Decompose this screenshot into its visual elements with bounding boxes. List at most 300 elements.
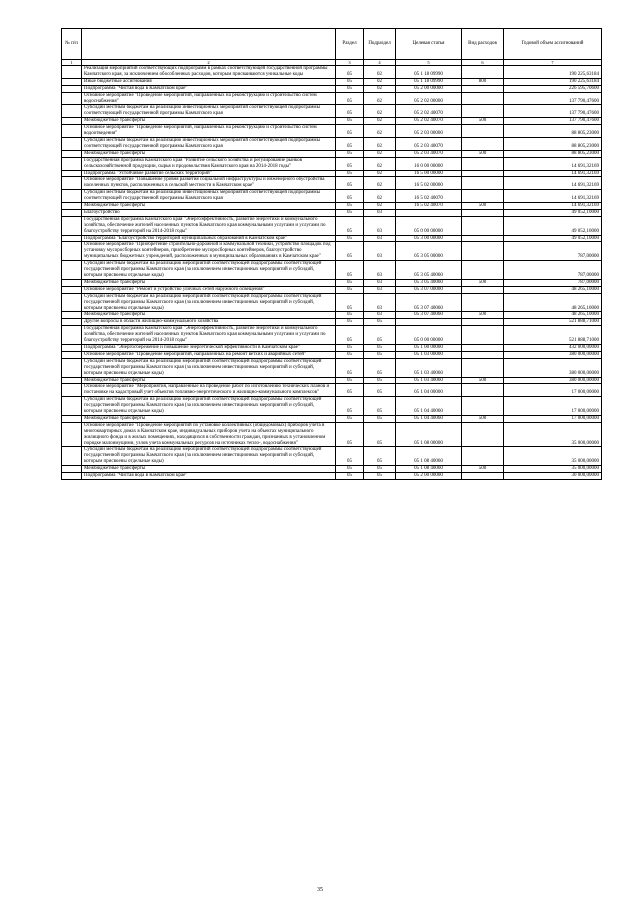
- row-amount: 14 691,32169: [504, 177, 602, 190]
- row-razdel: 05: [336, 78, 364, 85]
- row-razdel: 05: [336, 312, 364, 319]
- row-name: Подпрограмма "Чистая вода в Камчатском крае": [82, 85, 336, 92]
- table-body: [62, 66, 602, 480]
- row-razdel: 05: [336, 92, 364, 105]
- row-expense-type: [462, 105, 504, 118]
- table-header-row: [62, 29, 602, 60]
- row-name: Межбюджетные трансферты: [82, 466, 336, 473]
- row-podrazdel: 03: [364, 216, 396, 235]
- row-target-article: 05 3 07 00000: [396, 286, 462, 293]
- row-name: Межбюджетные трансферты: [82, 312, 336, 319]
- row-podrazdel: 03: [364, 242, 396, 261]
- row-razdel: 05: [336, 377, 364, 384]
- row-podrazdel: 05: [364, 466, 396, 473]
- row-amount: 88 805,23000: [504, 137, 602, 150]
- row-amount: 432 000,00000: [504, 344, 602, 351]
- row-amount: 226 595,70600: [504, 85, 602, 92]
- col-number: 7: [504, 60, 602, 66]
- row-index: [62, 235, 82, 242]
- col-header-name: [82, 29, 336, 60]
- row-index: [62, 286, 82, 293]
- row-index: [62, 242, 82, 261]
- row-amount: 380 000,00000: [504, 377, 602, 384]
- row-razdel: 05: [336, 125, 364, 138]
- row-expense-type: [462, 351, 504, 358]
- row-amount: 88 805,23000: [504, 125, 602, 138]
- row-name: Благоустройство: [82, 209, 336, 216]
- row-expense-type: [462, 235, 504, 242]
- row-target-article: 05 0 00 00000: [396, 326, 462, 345]
- row-target-article: 05 1 18 09990: [396, 78, 462, 85]
- row-podrazdel: 02: [364, 150, 396, 157]
- table-row: [62, 447, 602, 466]
- row-razdel: 05: [336, 351, 364, 358]
- row-podrazdel: 05: [364, 422, 396, 447]
- row-target-article: 05 1 03 40060: [396, 358, 462, 377]
- row-amount: 787,00000: [504, 261, 602, 280]
- table-row: [62, 473, 602, 480]
- row-razdel: 05: [336, 473, 364, 480]
- table-row: [62, 92, 602, 105]
- row-name: Государственная программа Камчатского края "Энергоэффективность, развитие энергетики и коммунального хозяйства, обеспечение жителей населенных пунктов Камчатского края коммунальными услугами и услугами по благоустройству территорий на 2014-2018 годы": [82, 326, 336, 345]
- row-podrazdel: 02: [364, 137, 396, 150]
- row-razdel: 05: [336, 344, 364, 351]
- row-target-article: 05 3 05 40060: [396, 279, 462, 286]
- row-amount: 137 790,47600: [504, 92, 602, 105]
- row-amount: 48 265,10000: [504, 312, 602, 319]
- row-name: Субсидии местным бюджетам на реализацию инвестиционных мероприятий соответствующей подпрограммы соответствующей государственной программы Камчатского края: [82, 105, 336, 118]
- row-podrazdel: 02: [364, 177, 396, 190]
- row-razdel: 05: [336, 150, 364, 157]
- row-index: [62, 466, 82, 473]
- row-index: [62, 209, 82, 216]
- row-razdel: 05: [336, 209, 364, 216]
- row-amount: 521 888,71000: [504, 326, 602, 345]
- row-podrazdel: 05: [364, 447, 396, 466]
- row-index: [62, 92, 82, 105]
- table-row: [62, 415, 602, 422]
- row-amount: 14 691,32169: [504, 157, 602, 170]
- row-target-article: 05 3 05 00000: [396, 242, 462, 261]
- row-podrazdel: 03: [364, 235, 396, 242]
- row-podrazdel: 05: [364, 344, 396, 351]
- row-expense-type: 800: [462, 78, 504, 85]
- row-expense-type: [462, 422, 504, 447]
- table-row: [62, 170, 602, 177]
- row-amount: 787,00000: [504, 242, 602, 261]
- row-expense-type: [462, 66, 504, 79]
- row-name: Основное мероприятие "Проведение мероприятий, направленных на реконструкцию и строительство систем водоотведения": [82, 125, 336, 138]
- row-index: [62, 473, 82, 480]
- col-header-annual-amount: Годовой объем ассигнований: [504, 29, 602, 60]
- table-row: [62, 358, 602, 377]
- row-expense-type: [462, 293, 504, 312]
- row-podrazdel: 03: [364, 312, 396, 319]
- row-target-article: 16 5 00 00000: [396, 170, 462, 177]
- col-header-number: № п/п: [62, 29, 82, 60]
- row-razdel: 05: [336, 286, 364, 293]
- row-index: [62, 78, 82, 85]
- row-podrazdel: 03: [364, 209, 396, 216]
- row-podrazdel: 02: [364, 125, 396, 138]
- row-expense-type: 500: [462, 312, 504, 319]
- row-podrazdel: 05: [364, 326, 396, 345]
- row-razdel: 05: [336, 397, 364, 416]
- row-name: Государственная программа Камчатского края "Развитие сельского хозяйства и регулирование рынков сельскохозяйственной продукции, сырья и продовольствия Камчатского края на 2014-2018 годы": [82, 157, 336, 170]
- col-header-target-article: Целевая статья: [396, 29, 462, 60]
- row-podrazdel: 02: [364, 105, 396, 118]
- table-row: [62, 216, 602, 235]
- row-index: [62, 118, 82, 125]
- row-name: Межбюджетные трансферты: [82, 150, 336, 157]
- row-name: Основное мероприятие "Ремонт и устройство уличных сетей наружного освещения": [82, 286, 336, 293]
- row-target-article: [396, 319, 462, 326]
- row-expense-type: [462, 216, 504, 235]
- row-amount: 190 225,63184: [504, 66, 602, 79]
- row-index: [62, 319, 82, 326]
- row-podrazdel: 02: [364, 157, 396, 170]
- col-header-podrazdel: Подраздел: [364, 29, 396, 60]
- table-row: [62, 157, 602, 170]
- row-index: [62, 422, 82, 447]
- table-row: [62, 384, 602, 397]
- budget-table: [61, 28, 602, 480]
- row-expense-type: [462, 473, 504, 480]
- row-expense-type: [462, 326, 504, 345]
- row-name: Основное мероприятие "Мероприятия, направленные на проведение работ по изготовлению технических планов и постановке на кадастровый учет объектов топливно-энергетического и жилищно-коммунального комплексов": [82, 384, 336, 397]
- row-amount: 88 805,23000: [504, 150, 602, 157]
- row-razdel: 05: [336, 279, 364, 286]
- row-expense-type: [462, 85, 504, 92]
- row-expense-type: 500: [462, 150, 504, 157]
- row-expense-type: [462, 358, 504, 377]
- row-expense-type: [462, 177, 504, 190]
- row-index: [62, 312, 82, 319]
- row-name: Основное мероприятие "Проведение мероприятий, направленных на реконструкцию и строительство систем водоснабжения": [82, 92, 336, 105]
- table-row: [62, 293, 602, 312]
- row-index: [62, 85, 82, 92]
- row-target-article: 05 2 00 00000: [396, 473, 462, 480]
- table-row: [62, 137, 602, 150]
- row-name: Основное мероприятие "Повышение уровня развития социальной инфраструктуры и инженерного обустройства населенных пунктов, расположенных в сельской местности в Камчатском крае": [82, 177, 336, 190]
- table-row: [62, 351, 602, 358]
- row-target-article: 05 3 07 40060: [396, 312, 462, 319]
- col-number: 3: [336, 60, 364, 66]
- row-target-article: 05 1 08 00000: [396, 422, 462, 447]
- row-name: Иные бюджетные ассигнования: [82, 78, 336, 85]
- row-podrazdel: 05: [364, 415, 396, 422]
- table-row: [62, 242, 602, 261]
- row-index: [62, 344, 82, 351]
- row-expense-type: [462, 242, 504, 261]
- row-target-article: 05 2 03 40070: [396, 137, 462, 150]
- row-index: [62, 415, 82, 422]
- row-amount: 17 000,00000: [504, 384, 602, 397]
- row-name: Межбюджетные трансферты: [82, 279, 336, 286]
- row-index: [62, 447, 82, 466]
- row-podrazdel: 02: [364, 92, 396, 105]
- row-amount: 49 052,10000: [504, 235, 602, 242]
- row-podrazdel: 03: [364, 293, 396, 312]
- row-expense-type: [462, 286, 504, 293]
- row-amount: 521 888,71000: [504, 319, 602, 326]
- row-podrazdel: 05: [364, 397, 396, 416]
- row-name: Субсидии местным бюджетам на реализацию мероприятий соответствующей подпрограммы соответствующей государственной программы Камчатского края (за исключением инвестиционных мероприятий и субсидий, которым присвоены отдельные коды): [82, 293, 336, 312]
- row-index: [62, 170, 82, 177]
- table-row: [62, 422, 602, 447]
- row-amount: 48 265,10000: [504, 293, 602, 312]
- row-podrazdel: 02: [364, 170, 396, 177]
- row-index: [62, 279, 82, 286]
- row-name: Основное мероприятие "Проведение мероприятий по установке коллективных (общедомовых) приборов учета в многоквартирных домах в Камчатском крае, индивидуальных приборов учета на объектах муниципального жилищного фонда и в жилых помещениях, находящихся в собственности граждан, признанных в установленном порядке малоимущими, узлов учета коммунальных ресурсов на источниках тепло-, водоснабжения": [82, 422, 336, 447]
- table-row: [62, 66, 602, 79]
- row-expense-type: [462, 261, 504, 280]
- row-index: [62, 216, 82, 235]
- row-index: [62, 157, 82, 170]
- row-index: [62, 358, 82, 377]
- row-target-article: 05 1 18 09990: [396, 66, 462, 79]
- row-razdel: 05: [336, 85, 364, 92]
- row-razdel: 05: [336, 190, 364, 203]
- row-razdel: 05: [336, 293, 364, 312]
- row-razdel: 05: [336, 157, 364, 170]
- row-name: Межбюджетные трансферты: [82, 118, 336, 125]
- row-target-article: [396, 209, 462, 216]
- row-razdel: 05: [336, 203, 364, 210]
- row-target-article: 05 3 05 40060: [396, 261, 462, 280]
- table-row: [62, 209, 602, 216]
- row-name: Субсидии местным бюджетам на реализацию мероприятий соответствующей подпрограммы соответствующей государственной программы Камчатского края (за исключением инвестиционных мероприятий и субсидий, которым присвоены отдельные коды): [82, 447, 336, 466]
- row-podrazdel: 03: [364, 279, 396, 286]
- row-name: Реализация мероприятий соответствующих подпрограмм в рамках соответствующей государственной программы Камчатского края, за исключением обособленных расходов, которым присваиваются уникальные коды: [82, 66, 336, 79]
- row-podrazdel: 02: [364, 85, 396, 92]
- row-podrazdel: 05: [364, 358, 396, 377]
- row-razdel: 05: [336, 384, 364, 397]
- row-target-article: 16 5 02 00000: [396, 177, 462, 190]
- row-target-article: 05 3 07 40060: [396, 293, 462, 312]
- row-target-article: 05 2 03 40070: [396, 150, 462, 157]
- col-number: 1: [62, 60, 82, 66]
- table-row: [62, 286, 602, 293]
- row-amount: 14 691,32169: [504, 190, 602, 203]
- row-amount: 14 691,32169: [504, 203, 602, 210]
- table-row: [62, 279, 602, 286]
- row-expense-type: 500: [462, 415, 504, 422]
- row-expense-type: [462, 92, 504, 105]
- row-index: [62, 203, 82, 210]
- row-expense-type: [462, 170, 504, 177]
- row-expense-type: 500: [462, 203, 504, 210]
- row-razdel: 05: [336, 105, 364, 118]
- row-podrazdel: 02: [364, 203, 396, 210]
- table-row: [62, 326, 602, 345]
- row-target-article: 05 1 08 40060: [396, 447, 462, 466]
- document-page: [61, 28, 601, 480]
- table-row: [62, 235, 602, 242]
- row-expense-type: [462, 447, 504, 466]
- row-expense-type: 500: [462, 466, 504, 473]
- row-name: Межбюджетные трансферты: [82, 203, 336, 210]
- row-amount: 137 790,47600: [504, 118, 602, 125]
- table-row: [62, 319, 602, 326]
- row-expense-type: 500: [462, 279, 504, 286]
- row-podrazdel: 05: [364, 473, 396, 480]
- row-razdel: 05: [336, 447, 364, 466]
- col-number: 2: [82, 60, 336, 66]
- row-name: Основное мероприятие "Проведение мероприятий, направленных на ремонт ветхих и аварийных сетей": [82, 351, 336, 358]
- row-name: Субсидии местным бюджетам на реализацию мероприятий соответствующей подпрограммы соответствующей государственной программы Камчатского края (за исключением инвестиционных мероприятий и субсидий, которым присвоены отдельные коды): [82, 358, 336, 377]
- row-index: [62, 326, 82, 345]
- row-name: Подпрограмма "Чистая вода в Камчатском крае": [82, 473, 336, 480]
- row-amount: 190 225,63184: [504, 78, 602, 85]
- row-index: [62, 105, 82, 118]
- row-razdel: 05: [336, 170, 364, 177]
- row-amount: 380 000,00000: [504, 351, 602, 358]
- row-target-article: 05 0 00 00000: [396, 216, 462, 235]
- row-podrazdel: 02: [364, 78, 396, 85]
- row-podrazdel: 05: [364, 384, 396, 397]
- row-razdel: 05: [336, 66, 364, 79]
- table-row: [62, 177, 602, 190]
- row-expense-type: [462, 384, 504, 397]
- row-razdel: 05: [336, 261, 364, 280]
- row-target-article: 05 1 08 40060: [396, 466, 462, 473]
- row-target-article: 05 2 02 00000: [396, 92, 462, 105]
- table-row: [62, 190, 602, 203]
- row-expense-type: [462, 209, 504, 216]
- row-podrazdel: 05: [364, 351, 396, 358]
- table-row: [62, 312, 602, 319]
- row-expense-type: [462, 157, 504, 170]
- col-header-expense-type: Вид расходов: [462, 29, 504, 60]
- row-podrazdel: 05: [364, 319, 396, 326]
- row-index: [62, 384, 82, 397]
- row-index: [62, 66, 82, 79]
- row-razdel: 05: [336, 358, 364, 377]
- row-target-article: 05 1 04 40060: [396, 397, 462, 416]
- row-razdel: 05: [336, 118, 364, 125]
- row-name: Субсидии местным бюджетам на реализацию мероприятий соответствующей подпрограммы соответствующей государственной программы Камчатского края (за исключением инвестиционных мероприятий и субсидий, которым присвоены отдельные коды): [82, 397, 336, 416]
- row-razdel: 05: [336, 216, 364, 235]
- row-target-article: 05 2 00 00000: [396, 85, 462, 92]
- row-index: [62, 293, 82, 312]
- col-number: 4: [364, 60, 396, 66]
- row-razdel: 05: [336, 319, 364, 326]
- row-podrazdel: 02: [364, 190, 396, 203]
- row-razdel: 05: [336, 415, 364, 422]
- table-row: [62, 105, 602, 118]
- row-target-article: 16 0 00 00000: [396, 157, 462, 170]
- row-expense-type: 500: [462, 377, 504, 384]
- row-index: [62, 261, 82, 280]
- row-razdel: 05: [336, 326, 364, 345]
- row-name: Государственная программа Камчатского края "Энергоэффективность, развитие энергетики и коммунального хозяйства, обеспечение жителей населенных пунктов Камчатского края коммунальными услугами и услугами по благоустройству территорий на 2014-2018 годы": [82, 216, 336, 235]
- row-expense-type: [462, 137, 504, 150]
- row-target-article: 05 1 04 00000: [396, 384, 462, 397]
- row-name: Субсидии местным бюджетам на реализацию инвестиционных мероприятий соответствующей подпрограммы соответствующей государственной программы Камчатского края: [82, 190, 336, 203]
- row-target-article: 05 1 00 00000: [396, 344, 462, 351]
- row-podrazdel: 05: [364, 377, 396, 384]
- col-number: 6: [462, 60, 504, 66]
- row-expense-type: [462, 397, 504, 416]
- row-target-article: 16 5 02 40070: [396, 190, 462, 203]
- row-name: Субсидии местным бюджетам на реализацию инвестиционных мероприятий соответствующей подпрограммы соответствующей государственной программы Камчатского края: [82, 137, 336, 150]
- row-index: [62, 137, 82, 150]
- col-number: 5: [396, 60, 462, 66]
- table-row: [62, 344, 602, 351]
- row-name: Подпрограмма "Благоустройство территорий муниципальных образований в Камчатском крае": [82, 235, 336, 242]
- row-razdel: 05: [336, 422, 364, 447]
- row-razdel: 05: [336, 137, 364, 150]
- row-amount: 380 000,00000: [504, 358, 602, 377]
- table-row: [62, 466, 602, 473]
- row-amount: 787,00000: [504, 279, 602, 286]
- row-name: Другие вопросы в области жилищно-коммунального хозяйства: [82, 319, 336, 326]
- row-podrazdel: 03: [364, 286, 396, 293]
- row-name: Межбюджетные трансферты: [82, 415, 336, 422]
- row-index: [62, 177, 82, 190]
- row-name: Подпрограмма "Энергосбережение и повышение энергетической эффективности в Камчатском крае": [82, 344, 336, 351]
- col-header-razdel: Раздел: [336, 29, 364, 60]
- table-row: [62, 377, 602, 384]
- row-amount: 35 000,00000: [504, 447, 602, 466]
- row-expense-type: [462, 319, 504, 326]
- row-index: [62, 190, 82, 203]
- table-row: [62, 78, 602, 85]
- row-target-article: 05 1 03 40060: [396, 377, 462, 384]
- row-razdel: 05: [336, 466, 364, 473]
- table-row: [62, 150, 602, 157]
- row-amount: 35 000,00000: [504, 466, 602, 473]
- row-expense-type: [462, 190, 504, 203]
- page-number: 35: [317, 887, 323, 893]
- row-amount: 137 790,47600: [504, 105, 602, 118]
- row-amount: 30 000,00000: [504, 473, 602, 480]
- row-target-article: 05 2 02 40070: [396, 118, 462, 125]
- table-row: [62, 125, 602, 138]
- row-target-article: 05 1 03 00000: [396, 351, 462, 358]
- row-amount: 35 000,00000: [504, 422, 602, 447]
- row-target-article: 16 5 02 40070: [396, 203, 462, 210]
- table-row: [62, 397, 602, 416]
- row-podrazdel: 03: [364, 261, 396, 280]
- row-podrazdel: 02: [364, 66, 396, 79]
- row-name: Основное мероприятие "Приобретение строительно-дорожной и коммунальной техники, устройство площадок под установку мусоросборных контейнеров, приобретение мусоросборных контейнеров, благоустройство муниципальных бюджетных учреждений, расположенных в муниципальных образованиях в Камчатском крае": [82, 242, 336, 261]
- table-row: [62, 261, 602, 280]
- row-index: [62, 397, 82, 416]
- row-target-article: 05 3 00 00000: [396, 235, 462, 242]
- row-name: Подпрограмма "Устойчивое развитие сельских территорий": [82, 170, 336, 177]
- row-expense-type: [462, 125, 504, 138]
- row-amount: 49 052,10000: [504, 216, 602, 235]
- row-razdel: 05: [336, 235, 364, 242]
- row-podrazdel: 02: [364, 118, 396, 125]
- table-row: [62, 203, 602, 210]
- row-target-article: 05 2 03 00000: [396, 125, 462, 138]
- row-index: [62, 125, 82, 138]
- row-amount: 17 000,00000: [504, 415, 602, 422]
- row-name: Межбюджетные трансферты: [82, 377, 336, 384]
- table-row: [62, 118, 602, 125]
- row-index: [62, 351, 82, 358]
- row-index: [62, 150, 82, 157]
- row-target-article: 05 2 02 40070: [396, 105, 462, 118]
- row-razdel: 05: [336, 177, 364, 190]
- row-amount: 17 000,00000: [504, 397, 602, 416]
- row-expense-type: [462, 344, 504, 351]
- row-name: Субсидии местным бюджетам на реализацию мероприятий соответствующей подпрограммы соответствующей государственной программы Камчатского края (за исключением инвестиционных мероприятий и субсидий, которым присвоены отдельные коды): [82, 261, 336, 280]
- row-amount: 49 052,10000: [504, 209, 602, 216]
